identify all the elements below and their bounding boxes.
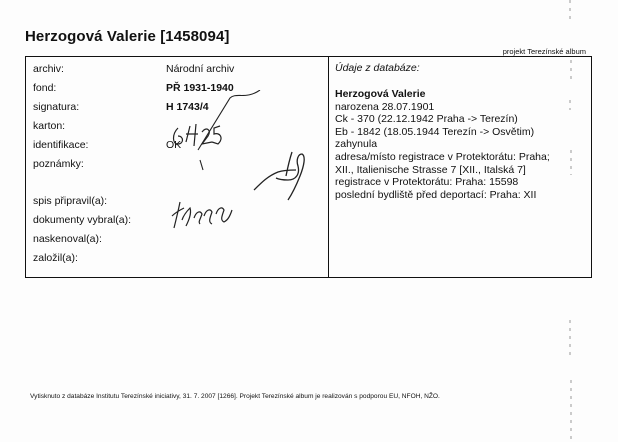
handwritten-annotations [150, 90, 320, 250]
database-line: narozena 28.07.1901 [335, 100, 435, 113]
handwritten-signature-large [254, 152, 304, 200]
value-fond: PŘ 1931-1940 [166, 82, 234, 94]
label-spis: spis připravil(a): [33, 195, 108, 207]
label-karton: karton: [33, 120, 66, 132]
label-fond: fond: [33, 82, 57, 94]
database-line: poslední bydliště před deportací: Praha: XII [335, 188, 537, 201]
handwritten-karton [174, 124, 221, 146]
label-naskenoval: naskenoval(a): [33, 233, 102, 245]
database-line: XII., Italienische Strasse 7 [XII., Italská 7] [335, 163, 526, 176]
label-signatura: signatura: [33, 101, 80, 113]
database-details [335, 88, 550, 201]
value-signatura: H 1743/4 [166, 101, 209, 113]
record-title: Herzogová Valerie [1458094] [25, 28, 230, 45]
scan-fold-line [566, 0, 576, 442]
handwritten-signature-spis [172, 202, 232, 228]
label-poznamky: poznámky: [33, 158, 84, 170]
database-line: zahynula [335, 138, 378, 151]
database-line: Ck - 370 (22.12.1942 Praha -> Terezín) [335, 113, 518, 126]
database-heading: Údaje z databáze: [335, 62, 420, 74]
print-footer: Vytisknuto z databáze Institutu Terezínské iniciativy, 31. 7. 2007 [1266]. Projekt Terezínské album je realizován s podporou EU, NFOH, NŽO. [30, 393, 440, 400]
label-archiv: archiv: [33, 63, 64, 75]
database-line: registrace v Protektorátu: Praha: 15598 [335, 176, 519, 189]
project-label: projekt Terezínské album [502, 47, 586, 56]
database-line: adresa/místo registrace v Protektorátu: Praha; [335, 150, 550, 163]
value-archiv: Národní archiv [166, 63, 235, 75]
value-identifikace: OK [166, 139, 182, 151]
database-line: Eb - 1842 (18.05.1944 Terezín -> Osvětim) [335, 125, 535, 138]
label-dokumenty: dokumenty vybral(a): [33, 214, 132, 226]
column-divider [328, 56, 329, 278]
handwritten-slash [198, 90, 260, 150]
label-zalozil: založil(a): [33, 252, 78, 264]
label-identifikace: identifikace: [33, 139, 89, 151]
handwritten-note-mark [200, 160, 203, 170]
database-person-name: Herzogová Valerie [335, 88, 426, 100]
